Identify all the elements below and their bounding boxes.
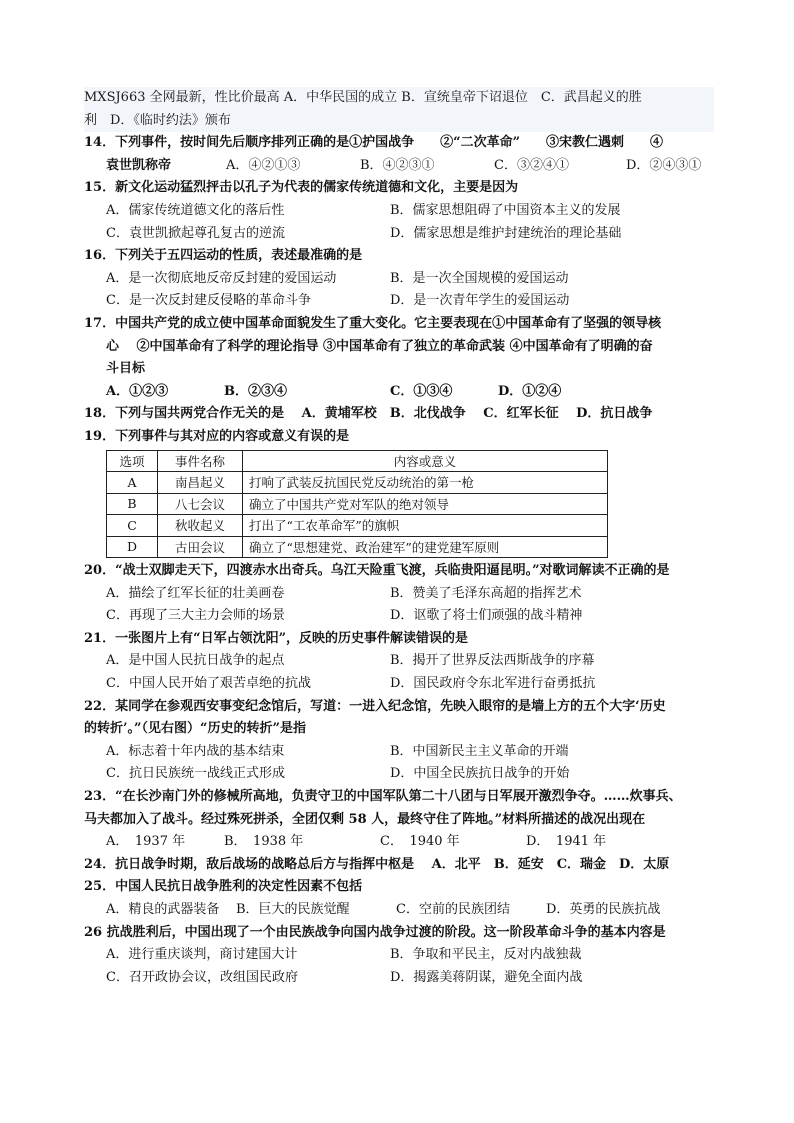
question-25-options (84, 899, 714, 922)
table-cell: 八七会议 (158, 493, 243, 515)
table-row (107, 515, 608, 537)
table-header-cell: 事件名称 (158, 450, 243, 472)
header-line: 利 D．《临时约法》颁布 (84, 110, 714, 133)
option-d: D．是一次青年学生的爱国运动 (390, 293, 570, 309)
option-d: D．②④③① (626, 157, 702, 173)
table-header-row (107, 450, 608, 472)
option-b: B． 1938 年 (224, 834, 304, 850)
question-14-options (84, 155, 714, 178)
option-c: C．中国人民开始了艰苦卓绝的抗战 (106, 675, 311, 691)
option-b: B．是一次全国规模的爱国运动 (390, 270, 569, 286)
option-d: D．中国全民族抗日战争的开始 (390, 766, 570, 782)
option-d: D．①②④ (498, 383, 562, 399)
option-b: B．争取和平民主，反对内战独裁 (390, 947, 582, 963)
table-cell: A (107, 472, 158, 494)
question-14-stem-cont: 袁世凯称帝 (106, 157, 172, 173)
question-15-options-row2 (84, 223, 714, 246)
option-d: D．儒家思想是维护封建统治的理论基础 (390, 225, 622, 241)
question-25-stem: 25．中国人民抗日战争胜利的决定性因素不包括 (84, 879, 363, 895)
table-cell: 秋收起义 (158, 515, 243, 537)
question-16-options-row1 (84, 268, 714, 291)
table-cell: 确立了“思想建党、政治建军”的建党建军原则 (243, 536, 608, 558)
question-26-options-row1 (84, 944, 714, 967)
table-header-cell: 选项 (107, 450, 158, 472)
question-17-stem-cont: 斗目标 (106, 361, 146, 377)
option-c: C．①③④ (390, 383, 453, 399)
table-row (107, 472, 608, 494)
option-a: A．①②③ (106, 383, 169, 399)
option-c: C．再现了三大主力会师的场景 (106, 608, 285, 624)
option-b: B．儒家思想阻碍了中国资本主义的发展 (390, 202, 621, 218)
question-19-stem: 19．下列事件与其对应的内容或意义有误的是 (84, 428, 350, 444)
question-20-options-row1 (84, 583, 714, 606)
option-d: D．讴歌了将士们顽强的战斗精神 (390, 608, 583, 624)
option-a: A． 1937 年 (106, 834, 186, 850)
table-cell: 南昌起义 (158, 472, 243, 494)
option-a: A．精良的武器装备 (106, 901, 220, 917)
question-26-stem: 26 抗战胜利后，中国出现了一个由民族战争向国内战争过渡的阶段。这一阶段革命斗争的基本内容是 (84, 924, 666, 940)
question-23-options (84, 831, 714, 854)
option-c: C．召开政协会议，改组国民政府 (106, 969, 298, 985)
option-d: D．揭露美蒋阴谋，避免全面内战 (390, 969, 583, 985)
question-16-options-row2 (84, 290, 714, 313)
option-c: C．抗日民族统一战线正式形成 (106, 766, 285, 782)
option-d: D． 1941 年 (526, 834, 607, 850)
option-a: A．标志着十年内战的基本结束 (106, 743, 285, 759)
option-a: A．描绘了红军长征的壮美画卷 (106, 585, 285, 601)
option-b: B．中国新民主主义革命的开端 (390, 743, 569, 759)
question-15-options-row1 (84, 200, 714, 223)
question-22-stem-cont: 的转折’。”（见右图）“历史的转折”是指 (84, 721, 306, 737)
question-26-options-row2 (84, 967, 714, 990)
option-a: A．进行重庆谈判，商讨建国大计 (106, 947, 298, 963)
table-cell: 打响了武装反抗国民党反动统治的第一枪 (243, 472, 608, 494)
option-b: B．巨大的民族觉醒 (236, 901, 350, 917)
table-cell: C (107, 515, 158, 537)
question-14-stem: 14．下列事件，按时间先后顺序排列正确的是①护国战争 ②“二次革命” ③宋教仁遇刺 ④ (84, 135, 664, 151)
option-d: D．国民政府令东北军进行奋勇抵抗 (390, 675, 596, 691)
question-20-stem: 20．“战士双脚走天下，四渡赤水出奇兵。乌江天险重飞渡，兵临贵阳逼昆明。”对歌词解读不正确的是 (84, 563, 670, 578)
question-22-options-row2 (84, 763, 714, 786)
option-c: C．袁世凯掀起尊孔复古的逆流 (106, 225, 285, 241)
table-cell: 打出了“工农革命军”的旗帜 (243, 515, 608, 537)
header-line: MXSJ663 全网最新，性比价最高 A．中华民国的成立 B．宣统皇帝下诏退位 C．武昌起义的胜 (84, 87, 714, 110)
option-b: B．②③④ (224, 383, 287, 399)
option-b: B．④②③① (360, 157, 435, 173)
question-22-stem: 22．某同学在参观西安事变纪念馆后，写道：一进入纪念馆，先映入眼帘的是墙上方的五个大字‘历史 (84, 698, 666, 714)
option-c: C．是一次反封建反侵略的革命斗争 (106, 293, 311, 309)
question-24: 24．抗日战争时期，敌后战场的战略总后方与指挥中枢是 A．北平 B．延安 C．瑞金 D．太原 (84, 856, 670, 872)
table-row (107, 536, 608, 558)
question-22-options-row1 (84, 741, 714, 764)
question-18: 18．下列与国共两党合作无关的是 A．黄埔军校 B．北伐战争 C．红军长征 D．抗日战争 (84, 406, 653, 422)
option-a: A．是中国人民抗日战争的起点 (106, 653, 285, 669)
table-cell: 古田会议 (158, 536, 243, 558)
question-23-stem: 23．“在长沙南门外的修械所高地，负责守卫的中国军队第二十八团与日军展开激烈争夺。……炊事兵、 (84, 788, 682, 804)
option-b: B．赞美了毛泽东高超的指挥艺术 (390, 585, 582, 601)
question-21-options-row1 (84, 650, 714, 673)
option-c: C．③②④① (494, 157, 569, 173)
option-a: A．④②①③ (226, 157, 301, 173)
option-c: C． 1940 年 (380, 834, 460, 850)
table-cell: 确立了中国共产党对军队的绝对领导 (243, 493, 608, 515)
table-cell: B (107, 493, 158, 515)
question-23-stem-cont: 马夫都加入了战斗。经过殊死拼杀，全团仅剩 58 人，最终守住了阵地。”材料所描述的战况出现在 (84, 811, 646, 827)
question-17-stem: 17．中国共产党的成立使中国革命面貌发生了重大变化。它主要表现在①中国革命有了坚强的领导核 (84, 315, 662, 331)
option-a: A．儒家传统道德文化的落后性 (106, 202, 285, 218)
table-cell: D (107, 536, 158, 558)
option-d: D．英勇的民族抗战 (546, 901, 661, 917)
question-21-options-row2 (84, 673, 714, 696)
question-20-options-row2 (84, 605, 714, 628)
option-b: B．揭开了世界反法西斯战争的序幕 (390, 653, 595, 669)
question-19-table (106, 450, 608, 559)
table-header-cell: 内容或意义 (243, 450, 608, 472)
option-a: A．是一次彻底地反帝反封建的爱国运动 (106, 270, 337, 286)
question-17-options (84, 381, 714, 404)
option-c: C．空前的民族团结 (396, 901, 510, 917)
question-21-stem: 21．一张图片上有“日军占领沈阳”，反映的历史事件解读错误的是 (84, 630, 469, 646)
exam-page (84, 87, 714, 989)
question-16-stem: 16．下列关于五四运动的性质，表述最准确的是 (84, 248, 363, 264)
question-15-stem: 15．新文化运动猛烈抨击以孔子为代表的儒家传统道德和文化，主要是因为 (84, 180, 519, 196)
table-row (107, 493, 608, 515)
question-17-stem-cont: 心 ②中国革命有了科学的理论指导 ③中国革命有了独立的革命武装 ④中国革命有了明确的奋 (106, 338, 653, 354)
